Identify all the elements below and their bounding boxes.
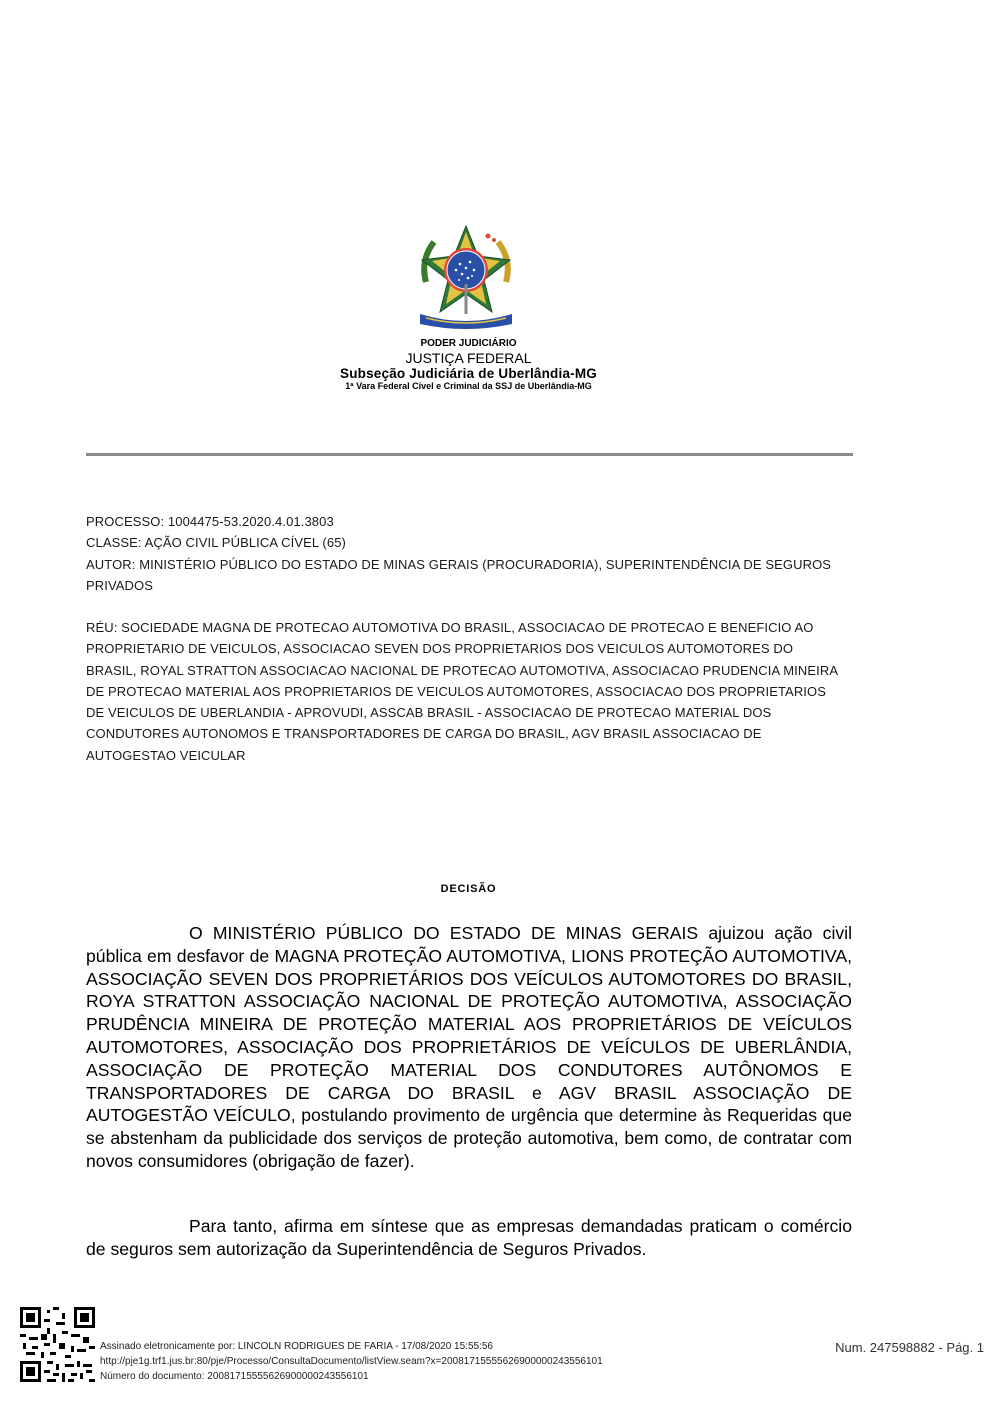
- decision-paragraph-2: [86, 1215, 852, 1261]
- document-url: http://pje1g.trf1.jus.br:80/pje/Processo/ConsultaDocumento/listView.seam?x=20081715555626900000243556101: [100, 1356, 603, 1367]
- qr-code-icon: [20, 1307, 95, 1382]
- header-subsecao: Subseção Judiciária de Uberlândia-MG: [339, 365, 598, 381]
- case-metadata: [86, 511, 846, 596]
- classe-line: CLASSE: AÇÃO CIVIL PÚBLICA CÍVEL (65): [86, 535, 346, 551]
- document-number-line: Número do documento: 20081715555626900000243556101: [100, 1371, 369, 1382]
- header-divider: [86, 453, 853, 456]
- signed-by-line: Assinado eletronicamente por: LINCOLN RODRIGUES DE FARIA - 17/08/2020 15:55:56: [100, 1341, 493, 1352]
- autor-line: AUTOR: MINISTÉRIO PÚBLICO DO ESTADO DE MINAS GERAIS (PROCURADORIA), SUPERINTENDÊNCIA DE SEGUROS PRIVADOS: [86, 556, 832, 593]
- reu-block: [86, 617, 846, 766]
- signature-block: [100, 1339, 603, 1384]
- paragraph-1-text: O MINISTÉRIO PÚBLICO DO ESTADO DE MINAS GERAIS ajuizou ação civil pública em desfavor de MAGNA PROTEÇÃO AUTOMOTIVA, LIONS PROTEÇÃO AUTOMOTIVA, ASSOCIAÇÃO SEVEN DOS PROPRIETÁRIOS DOS VEÍCULOS AUTOMOTORES DO BRASIL, ROYA STRATTON ASSOCIAÇÃO NACIONAL DE PROTEÇÃO AUTOMOTIVA, ASSOCIAÇÃO PRUDÊNCIA MINEIRA DE PROTEÇÃO MATERIAL AOS PROPRIETÁRIOS DE VEÍCULOS AUTOMOTORES, ASSOCIAÇÃO DOS PROPRIETÁRIOS DE VEÍCULOS DE UBERLÂNDIA, ASSOCIAÇÃO DE PROTEÇÃO MATERIAL DOS CONDUTORES AUTÔNOMOS E TRANSPORTADORES DE CARGA DO BRASIL e AGV BRASIL ASSOCIAÇÃO DE AUTOGESTÃO VEÍCULO, postulando provimento de urgência que determine às Requeridas que se abstenham da publicidade dos serviços de proteção automotiva, bem como, de contratar com novos consumidores (obrigação de fazer).: [86, 923, 852, 1171]
- paragraph-2-text: Para tanto, afirma em síntese que as empresas demandadas praticam o comércio de seguros sem autorização da Superintendência de Seguros Privados.: [86, 1216, 852, 1259]
- header-justica: JUSTIÇA FEDERAL: [405, 349, 532, 366]
- processo-line: PROCESSO: 1004475-53.2020.4.01.3803: [86, 514, 334, 529]
- court-header: [0, 338, 937, 391]
- page-reference: Num. 247598882 - Pág. 1: [835, 1340, 984, 1355]
- decision-paragraph-1: [86, 922, 852, 1173]
- header-poder: PODER JUDICIÁRIO: [420, 338, 517, 349]
- reu-line: RÉU: SOCIEDADE MAGNA DE PROTECAO AUTOMOTIVA DO BRASIL, ASSOCIACAO DE PROTECAO E BENEFICIO AO PROPRIETARIO DE VEICULOS, ASSOCIACAO SEVEN DOS PROPRIETARIOS DOS VEICULOS AUTOMOTORES DO BRASIL, ROYAL STRATTON ASSOCIACAO NACIONAL DE PROTECAO AUTOMOTIVA, ASSOCIACAO PRUDENCIA MINEIRA DE PROTECAO MATERIAL AOS PROPRIETARIOS DE VEICULOS AUTOMOTORES, ASSOCIACAO DOS PROPRIETARIOS DE VEICULOS DE UBERLANDIA - APROVUDI, ASSCAB BRASIL - ASSOCIACAO DE PROTECAO MATERIAL DOS CONDUTORES AUTONOMOS E TRANSPORTADORES DE CARGA DO BRASIL, AGV BRASIL ASSOCIACAO DE AUTOGESTAO VEICULAR: [86, 620, 838, 763]
- header-vara: 1ª Vara Federal Cível e Criminal da SSJ de Uberlândia-MG: [345, 381, 592, 392]
- decision-title: DECISÃO: [440, 883, 497, 895]
- coat-of-arms-emblem: [412, 222, 520, 334]
